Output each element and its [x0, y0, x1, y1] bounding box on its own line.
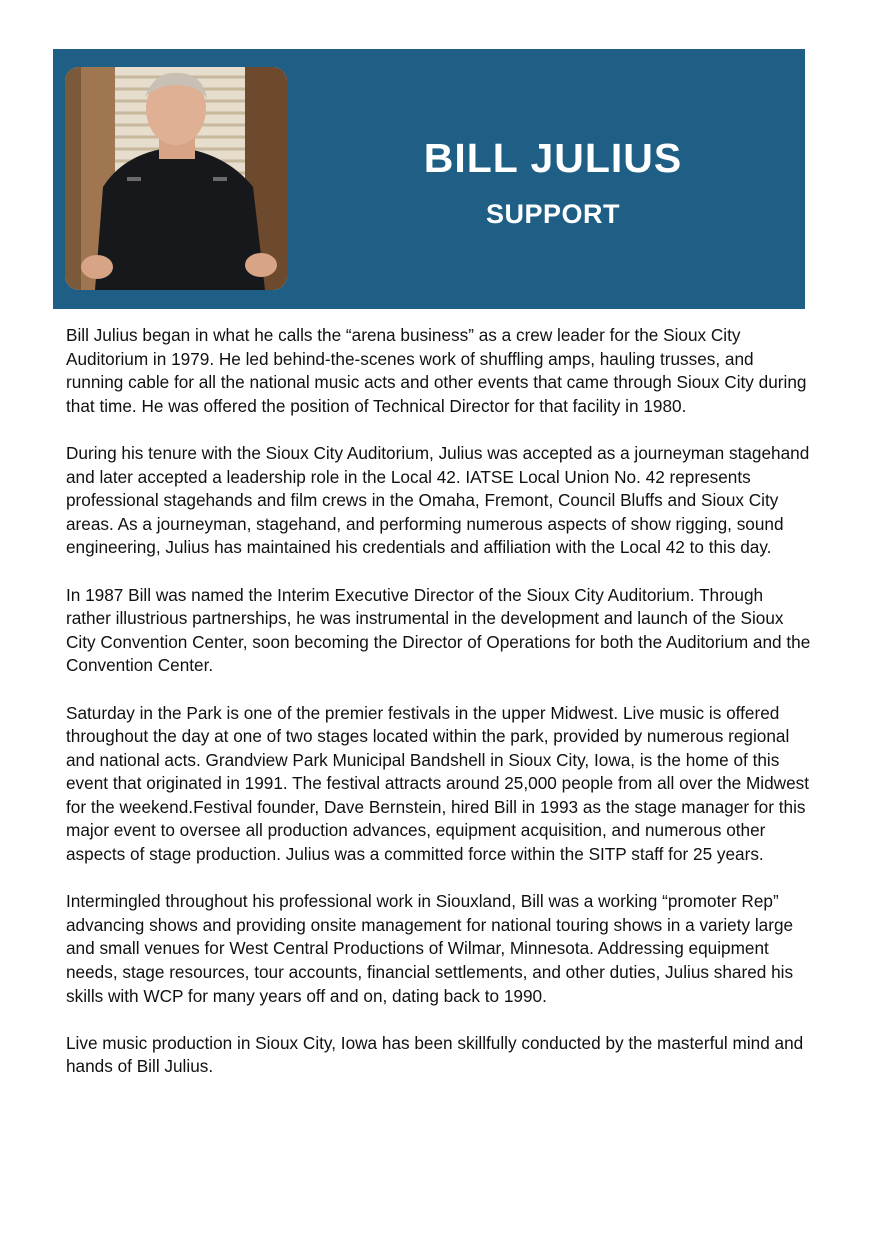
person-role: SUPPORT: [485, 199, 621, 229]
bio-paragraph: Saturday in the Park is one of the premier festivals in the upper Midwest. Live music is offered throughout the day at one of two stages located within the park, provided by numerous regional and national acts. Grandview Park Municipal Bandshell in Sioux City, Iowa, is the home of this event that originated in 1991. The festival attracts around 25,000 people from all over the Midwest for the weekend.Festival founder, Dave Bernstein, hired Bill in 1993 as the stage manager for this major event to oversee all production advances, equipment acquisition, and numerous other aspects of stage production. Julius was a committed force within the SITP staff for 25 years.: [66, 702, 810, 865]
title-block: [353, 134, 753, 230]
header-banner: [53, 49, 805, 309]
bio-paragraph: In 1987 Bill was named the Interim Executive Director of the Sioux City Auditorium. Through rather illustrious partnerships, he was instrumental in the development and launch of the Sioux City Convention Center, soon becoming the Director of Operations for both the Auditorium and the Convention Center.: [66, 584, 811, 676]
bio-paragraph: During his tenure with the Sioux City Auditorium, Julius was accepted as a journeyman stagehand and later accepted a leadership role in the Local 42. IATSE Local Union No. 42 represents professional stagehands and film crews in the Omaha, Fremont, Council Bluffs and Sioux City areas. As a journeyman, stagehand, and performing numerous aspects of show rigging, sound engineering, Julius has maintained his credentials and affiliation with the Local 42 to this day.: [66, 442, 810, 558]
bio-paragraph: Intermingled throughout his professional work in Siouxland, Bill was a working “promoter Rep” advancing shows and providing onsite management for national touring shows in a variety large and small venues for West Central Productions of Wilmar, Minnesota. Addressing equipment needs, stage resources, tour accounts, financial settlements, and other duties, Julius shared his skills with WCP for many years off and on, dating back to 1990.: [66, 891, 794, 1006]
portrait-illustration: [65, 67, 287, 290]
bio-paragraph: Live music production in Sioux City, Iowa has been skillfully conducted by the masterful mind and hands of Bill Julius.: [66, 1032, 804, 1077]
person-name: BILL JULIUS: [423, 135, 683, 181]
bio-paragraph: Bill Julius began in what he calls the “arena business” as a crew leader for the Sioux City Auditorium in 1979. He led behind-the-scenes work of shuffling amps, hauling trusses, and running cable for all the national music acts and other events that came through Sioux City during that time. He was offered the position of Technical Director for that facility in 1980.: [66, 325, 807, 416]
bio-text: [66, 324, 811, 1103]
portrait-photo: [65, 67, 287, 290]
